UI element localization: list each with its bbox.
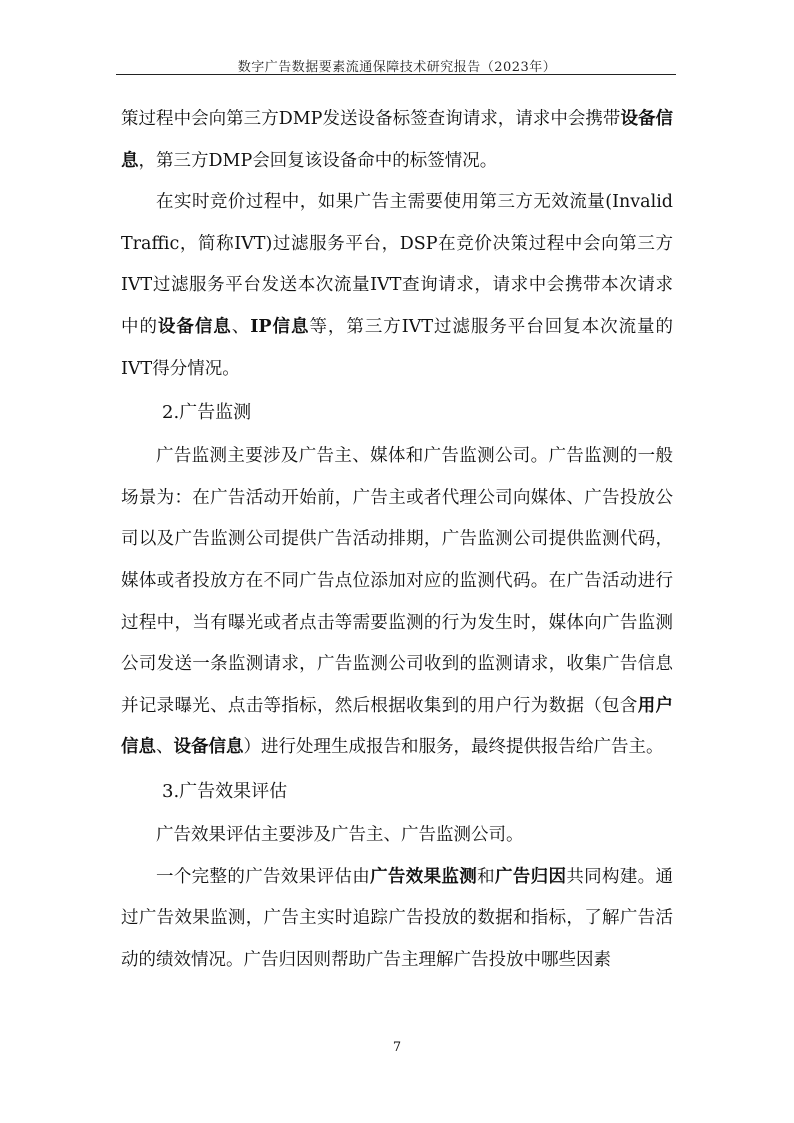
paragraph-ivt — [121, 182, 673, 390]
text-run: 、 — [231, 316, 251, 337]
document-body — [121, 99, 673, 981]
page-header-title: 数字广告数据要素流通保障技术研究报告（2023年） — [237, 60, 557, 75]
text-run: ，第三方DMP会回复该设备命中的标签情况。 — [138, 150, 498, 171]
bold-term-device-info: 设备信息 — [173, 737, 244, 758]
text-run: 共同构建。通过广告效果监测，广告主实时追踪广告投放的数据和指标，了解广告活动的绩效情况。广告归因则帮助广告主理解广告投放中哪些因素 — [121, 866, 674, 970]
page-number: 7 — [392, 1040, 402, 1055]
text-run: 等，第三方IVT过滤服务平台回复本次流量的IVT得分情况。 — [121, 316, 673, 379]
text-run: 、 — [156, 737, 174, 758]
text-run: 在实时竞价过程中，如果广告主需要使用第三方无效流量(Invalid Traffic，简称IVT)过滤服务平台，DSP在竞价决策过程中会向第三方IVT过滤服务平台发送本次流量IVT查询请求，请求中会携带本次请求中的 — [121, 192, 673, 337]
section-heading-ad-effect-evaluation: 3.广告效果评估 — [162, 780, 288, 802]
bold-term-device-info: 设备信息 — [121, 109, 673, 171]
text-run: 和 — [477, 866, 495, 887]
header-divider — [116, 74, 676, 75]
paragraph-ad-monitoring — [121, 436, 673, 769]
bold-term-device-info: 设备信息 — [157, 316, 232, 337]
paragraph-ad-effect-detail — [121, 857, 673, 982]
text-run: 广告监测主要涉及广告主、媒体和广告监测公司。广告监测的一般场景为：在广告活动开始前，广告主或者代理公司向媒体、广告投放公司以及广告监测公司提供广告活动排期，广告监测公司提供监测代码，媒体或者投放方在不同广告点位添加对应的监测代码。在广告活动进行过程中，当有曝光或者点击等需要监测的行为发生时，媒体向广告监测公司发送一条监测请求，广告监测公司收到的监测请求，收集广告信息并记录曝光、点击等指标，然后根据收集到的用户行为数据（包含 — [121, 446, 673, 716]
section-heading-ad-monitoring: 2.广告监测 — [162, 402, 252, 424]
text-run: ）进行处理生成报告和服务，最终提供报告给广告主。 — [243, 737, 664, 758]
bold-term-ad-effect-monitoring: 广告效果监测 — [370, 866, 478, 887]
bold-term-ip-info: IP信息 — [250, 316, 310, 337]
paragraph-dmp-continuation — [121, 99, 673, 182]
paragraph-ad-effect-intro: 广告效果评估主要涉及广告主、广告监测公司。 — [156, 824, 524, 845]
text-run: 一个完整的广告效果评估由 — [156, 866, 371, 887]
text-run: 策过程中会向第三方DMP发送设备标签查询请求，请求中会携带 — [121, 109, 621, 129]
bold-term-user-info: 用户信息 — [121, 695, 674, 758]
bold-term-ad-attribution: 广告归因 — [494, 866, 567, 887]
